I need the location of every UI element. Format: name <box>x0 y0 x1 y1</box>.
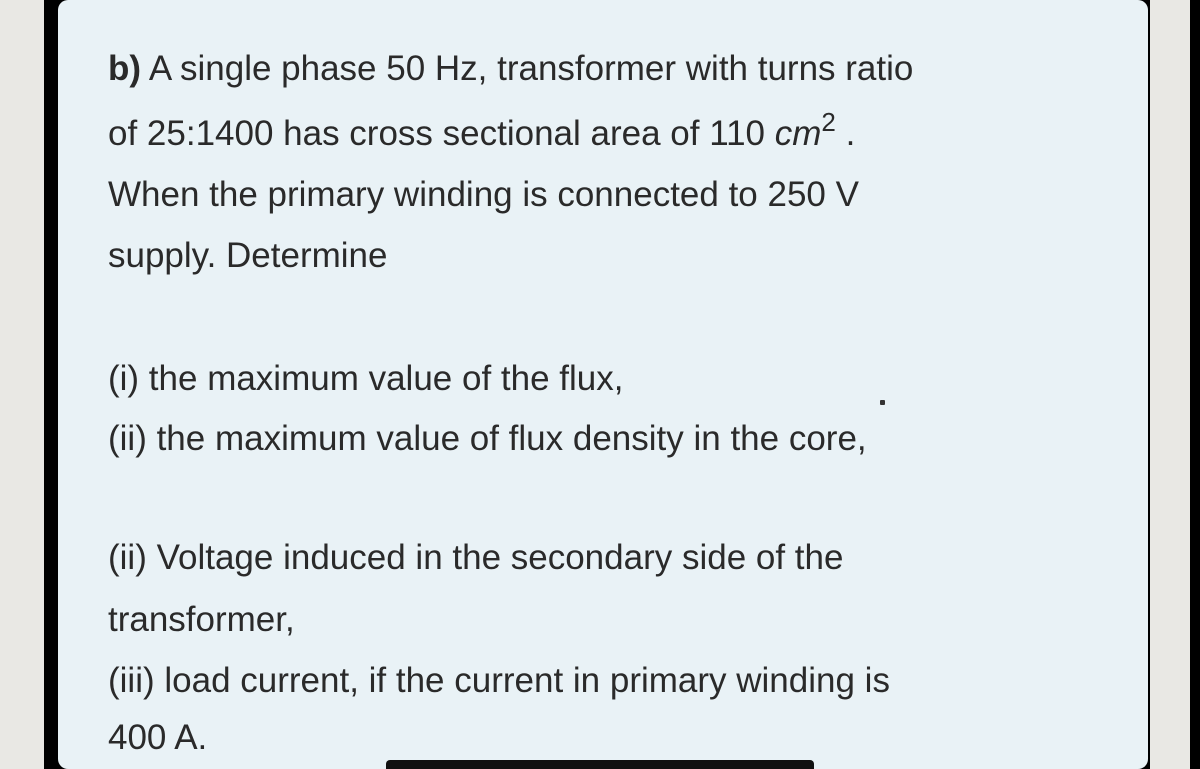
question-line-2 <box>108 107 856 153</box>
question-line-4: supply. Determine <box>108 236 388 275</box>
question-label: b) <box>108 49 142 88</box>
area-unit-exponent: 2 <box>821 107 836 137</box>
left-margin-strip <box>0 0 44 769</box>
area-unit-symbol: cm <box>774 114 822 153</box>
stray-mark <box>880 400 885 405</box>
part-iii-load-current-cont: 400 A. <box>108 718 208 757</box>
part-i: (i) the maximum value of the flux, <box>108 359 624 398</box>
question-line-3: When the primary winding is connected to 250 V <box>108 175 859 214</box>
right-margin-strip <box>1150 0 1190 769</box>
bottom-overlay-bar <box>386 760 814 769</box>
part-ii-voltage: (ii) Voltage induced in the secondary side of the <box>108 538 844 577</box>
part-ii-flux-density: (ii) the maximum value of flux density in the core, <box>108 419 867 458</box>
part-iii-load-current: (iii) load current, if the current in primary winding is <box>108 661 890 700</box>
area-unit <box>774 107 836 153</box>
question-line-1-text: A single phase 50 Hz, transformer with turns ratio <box>148 49 914 88</box>
question-line-1 <box>108 51 913 86</box>
question-line-2-text: of 25:1400 has cross sectional area of 110 <box>108 114 766 153</box>
part-ii-voltage-cont: transformer, <box>108 600 295 639</box>
question-line-2-end: . <box>845 114 856 153</box>
